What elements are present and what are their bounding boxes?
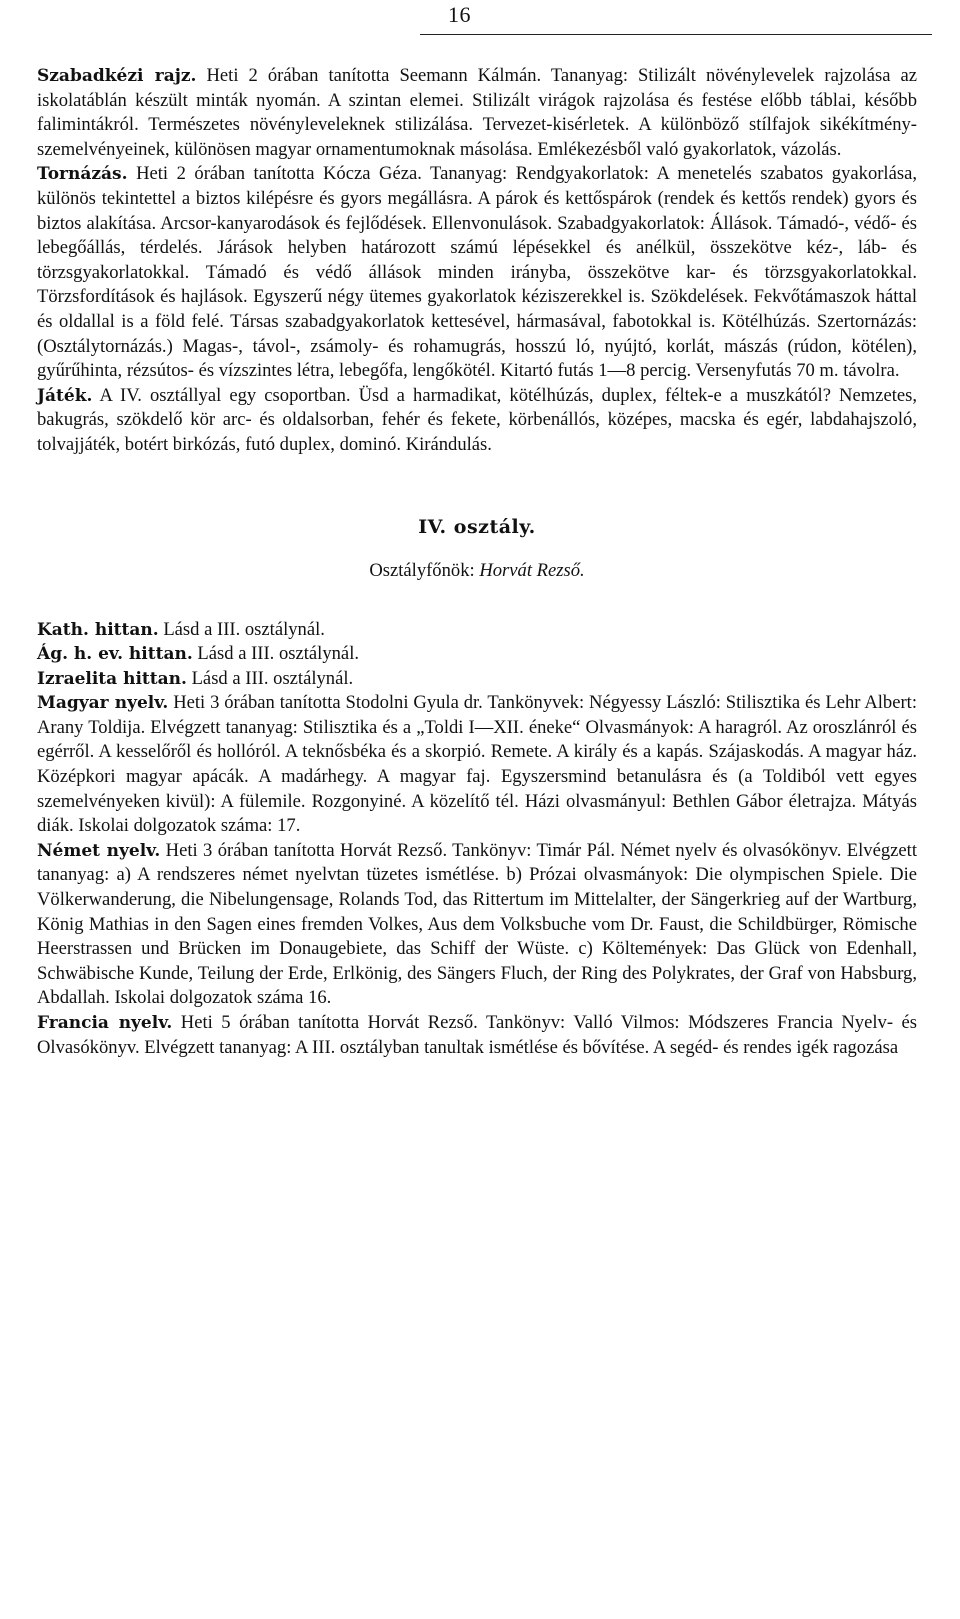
header-rule	[420, 34, 932, 35]
paragraph-lead: Német nyelv.	[37, 840, 161, 861]
class-master-name: Horvát Rezső.	[479, 559, 585, 581]
paragraph-german	[37, 839, 917, 1011]
paragraph-text: Heti 2 órában tanította Kócza Géza. Tananyag: Rendgyakorlatok: A menetelés szabatos gyakorlása, különös tekintettel a biztos kilépésre és gyors megállásra. A párok és kettőspárok (rendek és kettős rendek) gyors és biztos alakítása. Arcsor-kanyarodások és fejlődések. Ellenvonulások. Szabadgyakorlatok: Állások. Támadó-, védő- és lebegőállás, térdelés. Járások helyben határozott számú lépésekkel és anélkül, összekötve kéz-, láb- és törzsgyakorlatokkal. Támadó és védő állások minden irányba, összekötve kar- és törzsgyakorlatokkal. Törzsfordítások és hajlások. Egyszerű négy ütemes gyakorlatok kéziszerekkel is. Szökdelések. Fekvőtámaszok háttal és oldallal is a föld felé. Társas szabadgyakorlatok kettesével, hármasával, fabotokkal is. Kötélhúzás. Szertornázás: (Osztálytornázás.) Magas-, távol-, zsámoly- és rohamugrás, hosszú ló, nyújtó, korlát, mászás (rúdon, kötélen), gyűrűhinta, rézsútos- és vízszintes létra, lebegőfa, lengőkötél. Kitartó futás 1—8 percig. Versenyfutás 70 m. távolra.	[37, 163, 917, 382]
paragraph-evangelical-religion	[37, 642, 917, 667]
paragraph-text: Heti 3 órában tanította Stodolni Gyula dr. Tankönyvek: Négyessy László: Stilisztika és Lehr Albert: Arany Toldija. Elvégzett tananyag: Stilisztika és a „Toldi I—XII. éneke“ Olvasmányok: A haragról. Az oroszlánról és egérről. A kesselőről és hollóról. A teknősbéka és a skorpió. Remete. A király és a kapás. Szájaskodás. A magyar ház. Középkori magyar apácák. A madárhegy. A magyar faj. Egyszersmind betanulásra és (a Toldiból vett egyes szemelvényeken kivül): A fülemile. Rozgonyiné. A közelítő tél. Házi olvasmányul: Bethlen Gábor életrajza. Mátyás diák. Iskolai dolgozatok száma: 17.	[37, 692, 917, 837]
paragraph-drawing	[37, 64, 917, 162]
paragraph-text: Lásd a III. osztálynál.	[163, 618, 325, 640]
paragraph-text: Lásd a III. osztálynál.	[191, 667, 354, 689]
page-body	[37, 64, 917, 1060]
paragraph-text: Heti 2 órában tanította Seemann Kálmán. Tananyag: Stilizált növénylevelek rajzolása az iskolatáblán készült minták nyomán. A szintan elemei. Stilizált virágok rajzolása és festése előbb táblai, később falimintákról. Természetes növényleveleknek stilizálása. Tervezet-kisérletek. A különböző stílfajok sikékítmény-szemelvényeinek, különösen magyar ornamentumoknak másolása. Emlékezésből való gyakorlatok, vázolás.	[37, 65, 917, 160]
class-heading: IV. osztály.	[418, 515, 536, 538]
class-master-label: Osztályfőnök:	[369, 559, 475, 581]
paragraph-lead: Izraelita hittan.	[37, 668, 187, 689]
paragraph-text: Lásd a III. osztálynál.	[197, 643, 360, 665]
paragraph-gymnastics	[37, 162, 917, 383]
paragraph-catholic-religion	[37, 618, 917, 643]
paragraph-lead: Francia nyelv.	[37, 1013, 173, 1033]
paragraph-hungarian	[37, 691, 917, 839]
class-master-line	[37, 560, 917, 582]
page-number: 16	[448, 2, 471, 27]
paragraph-jewish-religion	[37, 667, 917, 692]
paragraph-lead: Kath. hittan.	[37, 619, 159, 640]
paragraph-text: Heti 5 órában tanította Horvát Rezső. Tankönyv: Valló Vilmos: Módszeres Francia Nyelv- és Olvasókönyv. Elvégzett tananyag: A III. osztályban tanultak ismétlése és bővítése. A segéd- és rendes igék ragozása	[37, 1012, 917, 1058]
paragraph-text: Heti 3 órában tanította Horvát Rezső. Tankönyv: Timár Pál. Német nyelv és olvasókönyv. Elvégzett tananyag: a) A rendszeres német nyelvtan tüzetes ismétlése. b) Prózai olvasmányok: Die olympischen Spiele. Die Völkerwanderung, die Nibelungensage, Rolands Tod, das Rittertum im Mittelalter, der Sängerkrieg auf der Wartburg, König Mathias in den Sagen eines fremden Volkes, Aus dem Volksbuche vom Dr. Faust, die Schildbürger, Römische Heerstrassen und Brücken im Donaugebiete, das Schiff der Wüste. c) Költemények: Das Glück von Edenhall, Schwäbische Kunde, Teilung der Erde, Erlkönig, des Sängers Fluch, der Ring des Polykrates, der Graf von Habsburg, Abdallah. Iskolai dolgozatok száma 16.	[37, 839, 917, 1009]
paragraph-lead: Ág. h. ev. hittan.	[37, 644, 193, 665]
paragraph-lead: Magyar nyelv.	[37, 693, 169, 714]
paragraph-lead: Tornázás.	[37, 164, 128, 185]
paragraph-games	[37, 384, 917, 458]
paragraph-lead: Szabadkézi rajz.	[37, 66, 197, 86]
paragraph-text: A IV. osztállyal egy csoportban. Üsd a harmadikat, kötélhúzás, duplex, féltek-e a muszkától? Nemzetes, bakugrás, szökdelő kör arc- és oldalsorban, fehér és fekete, körbenállós, középes, macska és egér, labdahajszoló, tolvajjáték, botért birkózás, futó duplex, dominó. Kirándulás.	[37, 384, 917, 455]
paragraph-french	[37, 1011, 917, 1060]
paragraph-lead: Játék.	[37, 385, 93, 406]
